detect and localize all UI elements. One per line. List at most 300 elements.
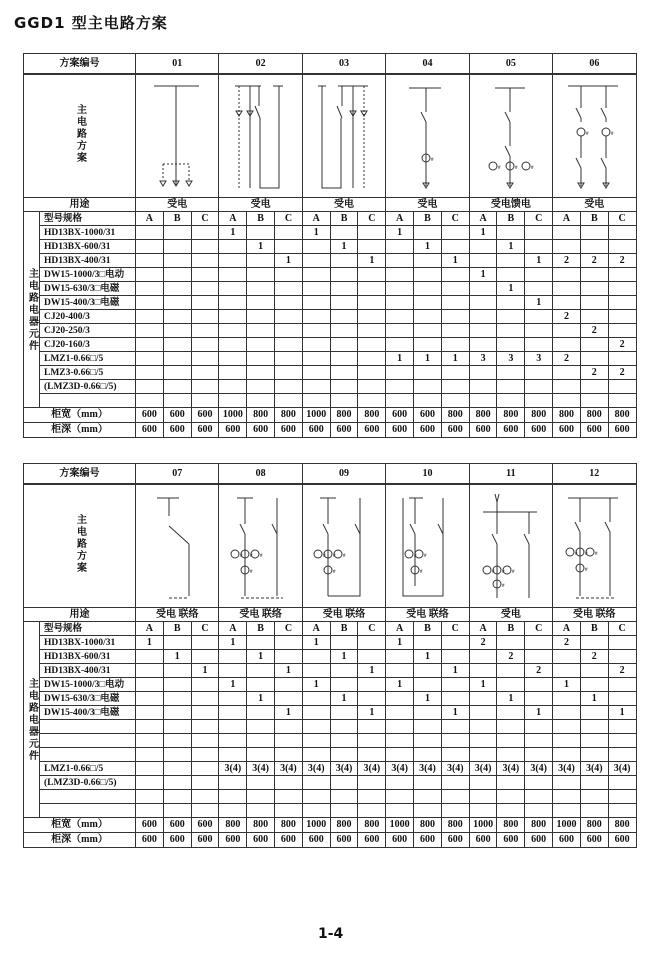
quantity-cell <box>136 310 164 324</box>
quantity-cell <box>441 720 469 734</box>
quantity-cell <box>580 352 608 366</box>
quantity-cell <box>247 706 275 720</box>
sub-column-header: B <box>497 622 525 636</box>
quantity-cell <box>469 790 497 804</box>
quantity-cell <box>497 790 525 804</box>
quantity-cell <box>358 310 386 324</box>
component-model: HD13BX-400/31 <box>40 254 136 268</box>
quantity-cell <box>386 748 414 762</box>
quantity-cell <box>247 352 275 366</box>
sub-column-header: B <box>580 622 608 636</box>
quantity-cell <box>302 776 330 790</box>
quantity-cell <box>386 734 414 748</box>
quantity-cell <box>330 366 358 380</box>
quantity-cell <box>358 226 386 240</box>
quantity-cell <box>247 254 275 268</box>
quantity-cell: 3(4) <box>247 762 275 776</box>
sub-column-header: C <box>358 212 386 226</box>
quantity-cell <box>358 692 386 706</box>
quantity-cell <box>358 748 386 762</box>
quantity-cell <box>302 352 330 366</box>
quantity-cell <box>330 254 358 268</box>
quantity-cell <box>525 692 553 706</box>
quantity-cell <box>386 366 414 380</box>
quantity-cell <box>441 678 469 692</box>
quantity-cell <box>525 678 553 692</box>
cabinet-depth-value: 600 <box>191 423 219 438</box>
quantity-cell <box>163 338 191 352</box>
quantity-cell <box>219 720 247 734</box>
quantity-cell <box>358 734 386 748</box>
quantity-cell <box>608 324 636 338</box>
quantity-cell <box>580 310 608 324</box>
quantity-cell <box>608 240 636 254</box>
cabinet-depth-value: 600 <box>330 833 358 848</box>
quantity-cell <box>163 720 191 734</box>
cabinet-width-value: 600 <box>414 408 442 423</box>
quantity-cell <box>441 748 469 762</box>
quantity-cell <box>525 226 553 240</box>
quantity-cell <box>247 804 275 818</box>
quantity-cell <box>191 282 219 296</box>
main-circuit-label <box>24 74 136 198</box>
quantity-cell: 2 <box>553 310 581 324</box>
quantity-cell <box>525 748 553 762</box>
quantity-cell: 1 <box>386 678 414 692</box>
quantity-cell <box>608 296 636 310</box>
quantity-cell <box>163 282 191 296</box>
quantity-cell: 1 <box>330 240 358 254</box>
circuit-diagram <box>302 484 385 608</box>
quantity-cell: 3(4) <box>386 762 414 776</box>
scheme-usage: 受电 联络 <box>386 608 469 622</box>
quantity-cell <box>414 776 442 790</box>
quantity-cell: 3(4) <box>580 762 608 776</box>
quantity-cell <box>163 296 191 310</box>
quantity-cell <box>275 394 303 408</box>
quantity-cell <box>330 664 358 678</box>
quantity-cell <box>414 380 442 394</box>
quantity-cell <box>580 804 608 818</box>
scheme-usage: 受电 <box>469 608 552 622</box>
quantity-cell <box>136 706 164 720</box>
cabinet-depth-value: 600 <box>386 833 414 848</box>
quantity-cell <box>275 268 303 282</box>
quantity-cell <box>302 254 330 268</box>
quantity-cell <box>247 310 275 324</box>
quantity-cell <box>525 720 553 734</box>
scheme-number-label: 方案编号 <box>24 464 136 485</box>
quantity-cell <box>386 338 414 352</box>
cabinet-depth-value: 600 <box>275 423 303 438</box>
quantity-cell <box>386 268 414 282</box>
cabinet-width-value: 600 <box>386 408 414 423</box>
quantity-cell <box>553 706 581 720</box>
cabinet-depth-value: 600 <box>580 423 608 438</box>
quantity-cell <box>525 338 553 352</box>
sub-column-header: B <box>330 212 358 226</box>
quantity-cell <box>497 664 525 678</box>
svg-text:#: # <box>259 554 263 559</box>
quantity-cell <box>358 296 386 310</box>
cabinet-depth-row <box>24 423 637 438</box>
table-row <box>24 380 637 394</box>
table-row <box>24 650 637 664</box>
svg-text:#: # <box>514 166 518 171</box>
table-row <box>24 296 637 310</box>
quantity-cell <box>219 296 247 310</box>
cabinet-width-value: 1000 <box>302 818 330 833</box>
quantity-cell: 1 <box>247 240 275 254</box>
quantity-cell <box>219 282 247 296</box>
quantity-cell <box>553 380 581 394</box>
quantity-cell <box>219 692 247 706</box>
quantity-cell <box>553 240 581 254</box>
quantity-cell <box>219 268 247 282</box>
quantity-cell: 1 <box>414 240 442 254</box>
scheme-usage: 受电 联络 <box>302 608 385 622</box>
quantity-cell <box>441 692 469 706</box>
quantity-cell <box>580 394 608 408</box>
quantity-cell: 2 <box>608 254 636 268</box>
quantity-cell <box>219 776 247 790</box>
model-spec-label: 型号规格 <box>40 622 136 636</box>
quantity-cell <box>497 268 525 282</box>
quantity-cell <box>191 394 219 408</box>
quantity-cell <box>163 366 191 380</box>
cabinet-width-value: 800 <box>469 408 497 423</box>
quantity-cell <box>525 310 553 324</box>
quantity-cell: 1 <box>497 282 525 296</box>
quantity-cell <box>191 268 219 282</box>
quantity-cell <box>136 664 164 678</box>
cabinet-width-value: 800 <box>330 818 358 833</box>
quantity-cell <box>191 380 219 394</box>
cabinet-width-value: 800 <box>247 818 275 833</box>
svg-text:#: # <box>491 570 495 575</box>
quantity-cell <box>386 720 414 734</box>
quantity-cell: 1 <box>441 352 469 366</box>
usage-row <box>24 198 637 212</box>
quantity-cell <box>525 240 553 254</box>
quantity-cell <box>302 338 330 352</box>
circuit-diagram <box>386 484 469 608</box>
quantity-cell: 1 <box>386 352 414 366</box>
quantity-cell <box>525 324 553 338</box>
sub-column-header: A <box>302 622 330 636</box>
component-model: (LMZ3D-0.66□/5) <box>40 776 136 790</box>
circuit-schematic-icon <box>223 486 299 606</box>
quantity-cell <box>247 636 275 650</box>
quantity-cell <box>219 748 247 762</box>
quantity-cell <box>247 380 275 394</box>
quantity-cell <box>497 706 525 720</box>
quantity-cell: 1 <box>525 706 553 720</box>
cabinet-width-value: 800 <box>525 408 553 423</box>
quantity-cell: 2 <box>497 650 525 664</box>
quantity-cell <box>302 804 330 818</box>
sub-column-header: A <box>469 212 497 226</box>
sub-column-header: A <box>553 622 581 636</box>
sub-column-header: C <box>191 622 219 636</box>
quantity-cell <box>358 324 386 338</box>
cabinet-width-value: 800 <box>497 818 525 833</box>
sub-column-header: C <box>441 622 469 636</box>
scheme-code: 08 <box>219 464 302 485</box>
circuit-schematic-icon <box>139 486 215 606</box>
quantity-cell: 2 <box>553 352 581 366</box>
cabinet-width-value: 800 <box>608 408 636 423</box>
quantity-cell <box>441 282 469 296</box>
quantity-cell <box>580 790 608 804</box>
quantity-cell <box>608 804 636 818</box>
quantity-cell <box>580 636 608 650</box>
main-circuit-label-text: 主电路方案 <box>74 104 86 164</box>
quantity-cell <box>497 776 525 790</box>
quantity-cell <box>608 636 636 650</box>
scheme-usage: 受电 联络 <box>553 608 636 622</box>
components-label: 主电路电器元件 <box>24 212 40 408</box>
scheme-usage: 受电馈电 <box>469 198 552 212</box>
quantity-cell <box>608 650 636 664</box>
quantity-cell <box>275 790 303 804</box>
quantity-cell <box>580 268 608 282</box>
quantity-cell <box>497 734 525 748</box>
quantity-cell <box>219 664 247 678</box>
quantity-cell <box>275 338 303 352</box>
quantity-cell <box>386 240 414 254</box>
quantity-cell <box>330 282 358 296</box>
quantity-cell <box>275 226 303 240</box>
component-model: HD13BX-1000/31 <box>40 226 136 240</box>
quantity-cell <box>219 338 247 352</box>
quantity-cell <box>414 790 442 804</box>
quantity-cell <box>247 338 275 352</box>
table-row <box>24 790 637 804</box>
cabinet-width-row <box>24 818 637 833</box>
cabinet-depth-value: 600 <box>219 423 247 438</box>
quantity-cell <box>608 692 636 706</box>
quantity-cell <box>608 776 636 790</box>
quantity-cell <box>497 748 525 762</box>
quantity-cell <box>219 394 247 408</box>
component-model <box>40 734 136 748</box>
quantity-cell: 2 <box>580 324 608 338</box>
quantity-cell <box>302 664 330 678</box>
quantity-cell <box>275 324 303 338</box>
quantity-cell <box>136 692 164 706</box>
scheme-code: 07 <box>136 464 219 485</box>
svg-text:#: # <box>595 552 598 557</box>
table-row <box>24 240 637 254</box>
quantity-cell <box>358 804 386 818</box>
quantity-cell <box>247 734 275 748</box>
quantity-cell <box>553 226 581 240</box>
quantity-cell <box>247 268 275 282</box>
quantity-cell: 1 <box>302 678 330 692</box>
sub-column-header: C <box>358 622 386 636</box>
quantity-cell <box>302 268 330 282</box>
quantity-cell <box>136 650 164 664</box>
quantity-cell <box>247 776 275 790</box>
cabinet-width-value: 600 <box>191 818 219 833</box>
cabinet-depth-value: 600 <box>247 833 275 848</box>
table-row <box>24 664 637 678</box>
component-model: DW15-1000/3□电动 <box>40 678 136 692</box>
quantity-cell <box>497 380 525 394</box>
quantity-cell <box>525 268 553 282</box>
quantity-cell: 3(4) <box>441 762 469 776</box>
cabinet-depth-value: 600 <box>247 423 275 438</box>
quantity-cell: 1 <box>414 650 442 664</box>
table-row <box>24 338 637 352</box>
quantity-cell <box>441 804 469 818</box>
svg-text:#: # <box>343 554 346 559</box>
quantity-cell <box>525 636 553 650</box>
sub-column-header: C <box>608 212 636 226</box>
quantity-cell: 1 <box>163 650 191 664</box>
quantity-cell <box>414 636 442 650</box>
quantity-cell <box>275 692 303 706</box>
quantity-cell <box>414 296 442 310</box>
quantity-cell <box>441 650 469 664</box>
quantity-cell <box>191 366 219 380</box>
cabinet-width-value: 600 <box>163 408 191 423</box>
quantity-cell <box>358 776 386 790</box>
quantity-cell <box>441 734 469 748</box>
sub-column-header: C <box>441 212 469 226</box>
sub-column-header: B <box>414 212 442 226</box>
quantity-cell <box>163 324 191 338</box>
usage-label: 用途 <box>24 608 136 622</box>
circuit-schematic-icon <box>306 76 382 196</box>
quantity-cell <box>441 338 469 352</box>
cabinet-width-value: 800 <box>580 818 608 833</box>
quantity-cell <box>580 748 608 762</box>
scheme-code: 05 <box>469 54 552 75</box>
quantity-cell <box>330 338 358 352</box>
sub-column-header: A <box>136 212 164 226</box>
cabinet-width-value: 1000 <box>469 818 497 833</box>
quantity-cell <box>469 310 497 324</box>
component-model: LMZ1-0.66□/5 <box>40 352 136 366</box>
circuit-schematic-icon <box>556 76 632 196</box>
table-row <box>24 394 637 408</box>
scheme-usage: 受电 <box>553 198 636 212</box>
quantity-cell <box>497 720 525 734</box>
sub-column-header: C <box>525 622 553 636</box>
quantity-cell: 1 <box>386 636 414 650</box>
quantity-cell <box>358 790 386 804</box>
quantity-cell <box>469 254 497 268</box>
svg-text:#: # <box>511 570 515 575</box>
quantity-cell: 1 <box>414 352 442 366</box>
quantity-cell <box>441 240 469 254</box>
quantity-cell <box>191 748 219 762</box>
quantity-cell <box>163 762 191 776</box>
quantity-cell <box>358 282 386 296</box>
quantity-cell <box>469 706 497 720</box>
table-row <box>24 366 637 380</box>
cabinet-depth-value: 600 <box>414 833 442 848</box>
cabinet-depth-value: 600 <box>358 833 386 848</box>
table-row <box>24 636 637 650</box>
quantity-cell <box>358 380 386 394</box>
svg-text:#: # <box>420 570 423 575</box>
circuit-schematic-icon <box>556 486 632 606</box>
cabinet-width-value: 800 <box>275 818 303 833</box>
quantity-cell <box>247 748 275 762</box>
table-row <box>24 678 637 692</box>
cabinet-width-value: 1000 <box>219 408 247 423</box>
quantity-cell <box>330 380 358 394</box>
cabinet-depth-value: 600 <box>469 423 497 438</box>
quantity-cell <box>469 692 497 706</box>
quantity-cell <box>441 776 469 790</box>
quantity-cell <box>330 720 358 734</box>
quantity-cell <box>525 380 553 394</box>
diagram-row <box>24 74 637 198</box>
quantity-cell <box>163 380 191 394</box>
sub-column-header: A <box>136 622 164 636</box>
quantity-cell <box>219 324 247 338</box>
quantity-cell <box>275 366 303 380</box>
quantity-cell: 1 <box>358 664 386 678</box>
scheme-code: 06 <box>553 54 636 75</box>
table-row <box>24 804 637 818</box>
sub-column-header: A <box>302 212 330 226</box>
quantity-cell: 3 <box>469 352 497 366</box>
quantity-cell <box>163 268 191 282</box>
quantity-cell <box>302 692 330 706</box>
quantity-cell <box>163 310 191 324</box>
table-row <box>24 324 637 338</box>
quantity-cell <box>580 706 608 720</box>
quantity-cell <box>553 748 581 762</box>
quantity-cell <box>497 254 525 268</box>
quantity-cell <box>469 748 497 762</box>
sub-column-header: B <box>247 622 275 636</box>
quantity-cell <box>330 268 358 282</box>
quantity-cell <box>136 804 164 818</box>
cabinet-depth-value: 600 <box>497 833 525 848</box>
cabinet-width-value: 800 <box>414 818 442 833</box>
quantity-cell <box>414 324 442 338</box>
quantity-cell <box>275 650 303 664</box>
quantity-cell <box>275 310 303 324</box>
table-row <box>24 692 637 706</box>
quantity-cell: 2 <box>608 366 636 380</box>
quantity-cell <box>386 804 414 818</box>
quantity-cell <box>386 394 414 408</box>
quantity-cell: 3(4) <box>275 762 303 776</box>
svg-text:#: # <box>611 132 614 137</box>
quantity-cell: 2 <box>553 636 581 650</box>
cabinet-width-value: 600 <box>136 408 164 423</box>
quantity-cell <box>358 338 386 352</box>
scheme-code: 02 <box>219 54 302 75</box>
quantity-cell <box>275 240 303 254</box>
table-row <box>24 776 637 790</box>
component-model: LMZ1-0.66□/5 <box>40 762 136 776</box>
quantity-cell <box>247 790 275 804</box>
quantity-cell <box>330 394 358 408</box>
cabinet-width-value: 800 <box>330 408 358 423</box>
quantity-cell <box>497 226 525 240</box>
quantity-cell: 1 <box>580 692 608 706</box>
quantity-cell <box>302 706 330 720</box>
quantity-cell: 3 <box>525 352 553 366</box>
